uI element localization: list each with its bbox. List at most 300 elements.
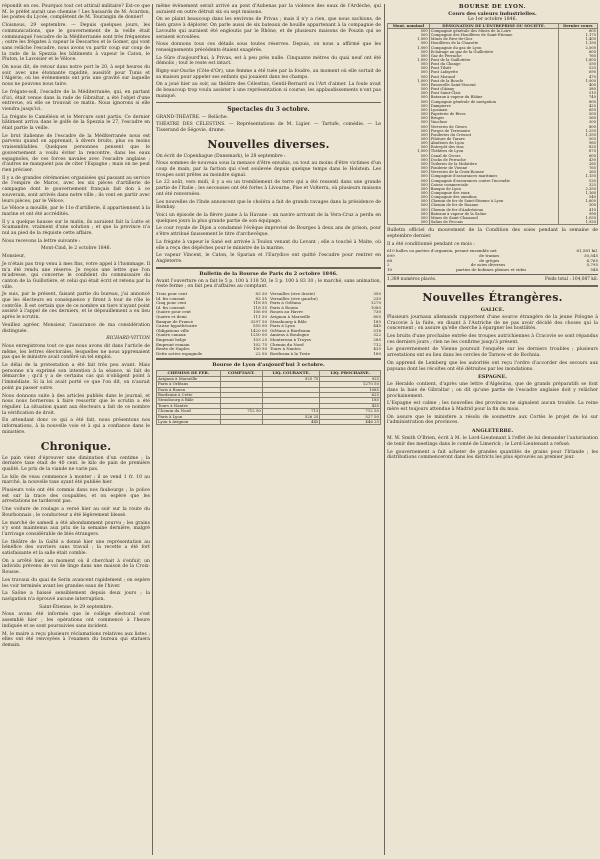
table-cell: 605 [558, 28, 597, 33]
table-cell: 445 [262, 419, 320, 424]
column-header: Mont. nominal [388, 23, 430, 28]
table-cell: 300 [558, 120, 597, 124]
quote-name: Cinq pour cent [156, 301, 187, 306]
table-cell: Caisse commerciale [429, 183, 558, 187]
table-cell: 500 [388, 28, 430, 33]
paragraph: Le kilo de veau commence à monter : il se vend 1 fr. 10 au marché, la nouvelle taxe ayant été publiée hier. [2, 474, 150, 486]
stats-count: 699 [387, 253, 395, 258]
table-cell: Fonderies du Creusot [429, 133, 558, 137]
table-cell: 500 [388, 145, 430, 149]
quote-name: Emprunt belge [156, 337, 187, 342]
total-value: Poids total : 104,087 kil. [544, 277, 598, 283]
quote-name: Trois pour cent [156, 292, 188, 297]
table-cell: 500 [388, 154, 430, 158]
table-cell: Filature de Tarare [429, 137, 558, 141]
stats-kind: de grèges [479, 257, 500, 263]
paragraph: L'Espagne est calme ; les nouvelles des provinces ne signalent aucun trouble. La reine mère est toujours attendue à Madrid pour la fin du mois. [387, 401, 598, 413]
table-cell: 1,000 [388, 46, 430, 50]
quote-name: Amiens à Boulogne [270, 333, 309, 338]
table-cell: 500 [388, 170, 430, 174]
table-cell: Abattoirs de Lyon [429, 141, 558, 145]
table-cell: 1,000 [388, 79, 430, 83]
paragraph: M. W. Smith O'Brien, écrit à M. le Lord-Lieutenant à l'effet de lui demander l'autorisation de tenir des meetings dans le comté de Limerick ; le Lord-Lieutenant a refusé. [387, 436, 598, 447]
quote-value: 555 00 [253, 323, 267, 329]
paragraph: Nous sommes de nouveau sous la menace d'être envahis, ou tout au moins d'être victimes d'un coup de main, par la faction qui s'est soulevée depuis quelque temps dans le Holstein. Les troupes sont prêtes au moindre signal. [156, 161, 381, 178]
table-cell: Mines de Saint-Chamond [429, 216, 558, 220]
table-cell: 712 50 [320, 409, 381, 414]
table-cell: Verreries de Givors [429, 125, 558, 129]
paragraph: Le Heraldo contient, d'après une lettre d'Algésiras, que de grands préparatifs se font dans la baie de Gibraltar ; on dit qu'une partie de l'escadre anglaise doit y relâcher prochainement. [387, 382, 598, 399]
table-cell: Avignon à Marseille [157, 376, 221, 381]
table-cell: Mines de Rive-de-Gier [429, 37, 558, 41]
table-cell: 740 [558, 95, 597, 99]
section-title-nouvelles-diverses: Nouvelles diverses. [207, 137, 330, 151]
paragraph: On écrit de Copenhague (Danemark), le 28 septembre : [156, 153, 286, 159]
table-cell: Tours à Nantes [157, 403, 221, 408]
stats-kind: 61,581 kil. [576, 248, 598, 254]
paragraph: Le frégate-soll, l'escadre de la Méditerranée, qui, en partant d'ici, était venue dans la rade de Gibraltar, a été l'objet d'une entrevue, où elle se trouvait ce matin. Nous ignorons si elle viendra jusqu'ici. [2, 89, 150, 112]
table-cell: 525 [558, 66, 597, 70]
table-cell: Pont Tilsitt [429, 66, 558, 70]
table-cell: Docks de Perrache [429, 158, 558, 162]
paragraph: La Sûre d'aujourd'hui, à Privas, est à peu près nulle. Cinquante mètres du quai neuf ont été démolis ; tout le reste est intact. [156, 55, 381, 67]
table-cell: 925 [320, 376, 381, 381]
column-header: LIQ. COURANTE. [262, 371, 320, 376]
table-cell: Pont d'Ainay [429, 87, 558, 91]
paragraph: Les bruits d'une prochaine entrée des troupes autrichiennes à Cracovie se sont répandus ces derniers jours ; rien ne les confirme jusqu'à présent. [387, 334, 598, 345]
quote-value: 106 00 [253, 309, 267, 315]
table-cell: 500 [388, 208, 430, 212]
table-cell: 500 [388, 108, 430, 112]
bulletin-intro: Avant l'ouverture on a fait le 5 p. 100 à 118 50, le 3 p. 100 à 83 30 ; le marché, sans animation, reste ferme ; on fait peu d'affaires au comptant. [156, 278, 381, 290]
table-cell: 1,800 [558, 58, 597, 62]
table-cell: 500 [388, 75, 430, 79]
quote-name: Montereau à Troyes [270, 337, 311, 342]
letter-intro: Nous recevons la lettre suivante : [2, 238, 81, 244]
quote-value: 805 [373, 313, 381, 319]
paragraph: Le délai de la protestation a été fait très peu avant. Mais personne n'a exprimé son intention à la séance, ni fait de démarche ; qu'il y a de certains cas qui n'obligent point à l'immédiate. Si la loi avait porté ce que l'on dit, on n'aurait point pu passer outre. [2, 363, 150, 391]
section-title-bourse-paris: Bulletin de la Bourse de Paris du 2 octobre 1846. [199, 270, 338, 277]
paragraph: On nous dit, de retour dans notre port le 20, à sept heures du soir, avec une étonnante rapidité, aussitôt pour Tunis et l'Algérie, où les évènements ont pris une gravité sur laquelle nous ne pouvons nous taire. [2, 65, 150, 88]
table-cell: 430 [558, 158, 597, 162]
paragraph: En attendant donc ce qui a été fait, nous présentons nos informations, à la nouvelle voie et à qui a confiance dans le ministère. [2, 418, 150, 435]
table-cell: 500 [388, 220, 430, 225]
quote-value: 322 [373, 332, 381, 338]
table-cell: 505 [558, 137, 597, 141]
table-cell: 765 [558, 166, 597, 170]
table-cell: 526 25 [262, 414, 320, 419]
table-cell: 500 [388, 66, 430, 70]
top-articles [2, 4, 150, 237]
section-title-nouvelles-etrangeres: Nouvelles Étrangères. [422, 290, 563, 304]
table-cell: Chemin de fer de Roanne [429, 203, 558, 207]
paragraph: On apprend de Lemberg que les autorités ont reçu l'ordre d'accorder des secours aux paysans dont les récoltes ont été détruites par les inondations. [387, 360, 598, 372]
column-header: LIQ. PROCHAINE. [320, 371, 381, 376]
quote-name: Paris à Orléans [270, 301, 301, 306]
quote-value: 100 50 [253, 346, 267, 352]
bourse-subtitle: Cours des valeurs industrielles. [448, 10, 537, 17]
paragraph: Le cour royale de Dijon a condamné l'évêque improvisé de Bourges à deux ans de prison, pour s'être attribué faussement le titre d'archevêque. [156, 226, 381, 238]
table-cell: Houillères de la Chazotte [429, 41, 558, 45]
table-cell: 500 [388, 133, 430, 137]
table-cell: Strasbourg à Bâle [157, 398, 221, 403]
table-cell: Éclairage au gaz de la Guillotière [429, 50, 558, 54]
table-cell: Pont Saint-Clair [429, 91, 558, 95]
paragraph: répondit en ces. Pourquoi tout cet attirail militaire? Est-ce que M. le préfet aurait une chemise ! Les hussards de M. Acardon, les postes du Lycée, complètent de M. Tourangin de donner! [2, 4, 150, 21]
table-cell: 1,920 [558, 220, 597, 225]
quote-value: 3297 50 [250, 318, 267, 324]
table-cell: 500 [388, 116, 430, 120]
paragraph: M. le maire a reçu plusieurs réclamations relatives aux listes ; elles ont été renvoyées à l'examen du bureau qui statuera demain. [2, 631, 150, 648]
quote-value: 1250 00 [250, 332, 267, 338]
table-cell: Pont Morand [429, 75, 558, 79]
table-cell: 820 [558, 145, 597, 149]
table-cell: 380 [558, 87, 597, 91]
spectacle-line: GRAND-THÉATRE. — Relâche. [156, 114, 229, 120]
quote-name: Quatre canaux [156, 333, 186, 338]
table-cell: Fonderie de Vienne [429, 166, 558, 170]
stats-total [387, 277, 598, 283]
column-header: COMPTANT. [220, 371, 262, 376]
quote-name: Tours à Nantes [270, 347, 301, 352]
table-cell: Compagnie du gaz de Lyon [429, 46, 558, 50]
table-cell: 425 [558, 104, 597, 108]
quote-value: 445 [373, 323, 381, 329]
quote-name: Banque de France [156, 319, 194, 324]
table-cell: 527 50 [320, 414, 381, 419]
paragraph: Le 22 août, vers midi, il y a eu un tremblement de terre qui a été ressenti dans une grande partie de l'Italie ; les secousses ont été fortes à Livourne, Pise et Volterra, où plusieurs maisons ont été renversées. [156, 180, 381, 197]
table-cell: Canal de Givors [429, 154, 558, 158]
table-cell: Paris à Lyon [157, 414, 221, 419]
table-cell: 1,350 [558, 133, 597, 137]
table-cell: 1,000 [388, 37, 430, 41]
table-cell: 500 [388, 70, 430, 74]
table-cell: 500 [388, 104, 430, 108]
table-cell: Compagnie générale de navigation [429, 100, 558, 104]
table-cell: 760 [558, 54, 597, 58]
paragraph: Il y a de grandes cérémonies organisées qui passant au service de l'empire de Maroc, avec les six pièces d'artillerie de campagne dont le gouvernement français fait don à ce souverain, sont arrivés dans notre ville ; ils vont en partir avec leurs pièces, par le Véloce. [2, 175, 150, 204]
paragraph: Plusieurs journaux allemands rapportent d'une source étrangère de la jeune Pologne à Cracovie à la fuite, en disant à l'Autriche de ne pas avoir décidé des choses qui la concernent ; on assure qu'elle cherche à épargner les hostilités. [387, 314, 598, 332]
table-cell: 500 [388, 183, 430, 187]
paragraph: Le marché de samedi a été abondamment pourvu ; les grains s'y sont maintenus aux prix de la semaine dernière, malgré l'arrivage considérable de blés étrangers. [2, 520, 150, 537]
table-cell: 500 [388, 120, 430, 124]
stats-weight: 4,765 [586, 257, 598, 263]
stats-list [387, 249, 598, 272]
paragraph: Le pain vient d'éprouver une diminution d'un centime ; la dernière taxe était de 40 cent. le kilo de pain de première qualité. Le prix de la viande ne varie pas. [2, 455, 150, 472]
table-cell: 1,400 [558, 37, 597, 41]
paragraph: Les travaux du quai de Serin avancent rapidement ; on espère les voir terminés avant les grandes eaux de l'hiver. [2, 577, 150, 589]
table-cell: 1085 [320, 387, 381, 392]
paragraph: Cloisnous, 29 septembre. — Depuis quelques jours, les communications, que le gouvernement de la veille était communiqué l'escadre de la Méditerranée sont très fréquentes ; outre les frégates à vapeur le Descartes et le Gomer, qui vont sans relâche l'escadre, nous avons vu partir coup sur coup de la rade de la Spezzia les bâtiments à vapeur le Caton, le Pluton, le Lavoisier et le Véloce. [2, 23, 150, 63]
paragraph: Le gouvernement de Vienne poursuit l'enquête sur les derniers troubles ; plusieurs arrestations ont eu lieu dans les cercles de Tarnow et de Bochnia. [387, 347, 598, 359]
quote-value: 118 50 [253, 300, 267, 306]
table-cell: Gaz de Perrache [429, 54, 558, 58]
table-cell: 500 [388, 129, 430, 133]
paragraph: même évènement serait arrivé au pont d'Aubenas par la violence des eaux de l'Ardèche, qui auraient en outre détruit six ou sept maisons. [156, 4, 381, 15]
table-row [157, 419, 381, 424]
quote-name: Rente de Naples [156, 347, 190, 352]
quote-value: 22 50 [255, 350, 267, 356]
column-middle [156, 4, 381, 425]
quote-name: Avignon à Marseille [270, 314, 311, 319]
paragraph: On a arrêté hier, au moment où il cherchait à s'enfuir, un individu prévenu de vol de linge dans une maison de la Croix-Rousse. [2, 558, 150, 576]
stats-count: 610 balles ou parties d'organsin, pesant ensemble net [387, 249, 497, 254]
table-cell: 500 [388, 195, 430, 199]
column-header: Dernier cours [558, 23, 597, 28]
table-cell: Lyonnais [429, 108, 558, 112]
quote-name: Caisse hypothécaire [156, 324, 198, 329]
quote-name: Quatre et demi [156, 314, 187, 319]
quote-value: 102 75 [253, 341, 267, 347]
paragraph: On se plaint beaucoup dans les environs de Privas ; mais il n'y a rien, que nous sachions, de bien grave à déplorer. On parle aussi de six bateaux de houille appartenant à la compagnie de Lavoulte qui auraient été engloutis par le Rhône, et de plusieurs maisons de Pouzin qui se seraient écroulées. [156, 17, 381, 40]
table-cell: 500 [388, 203, 430, 207]
paragraph: Le Véloce a mouillé, par le 11e d'artillerie, il appartiennent à la marine et ont été accrédités. [2, 206, 150, 217]
table-cell: 500 [388, 91, 430, 95]
table-cell: Théâtres de Lyon [429, 149, 558, 153]
column-header: CHEMINS DE FER. [157, 371, 221, 376]
letter-paragraph: Veuillez agréer, Monsieur, l'assurance de ma considération distinguée. [2, 322, 150, 334]
divider [156, 358, 381, 360]
table-cell: Bordeaux à Cette [157, 392, 221, 397]
quote-name: Quatre pour cent [156, 310, 191, 315]
table-cell: 510 [558, 91, 597, 95]
table-cell: 300 [558, 203, 597, 207]
table-cell: 925 75 [262, 376, 320, 381]
table-row [388, 220, 598, 225]
quote-name: Orléans à Bordeaux [270, 328, 311, 333]
table-cell: 500 [388, 141, 430, 145]
stats-kind: de trames [479, 252, 500, 258]
divider [156, 102, 381, 103]
table-cell: 1270 50 [320, 382, 381, 387]
letter-paragraph: Je suis, par le présent, faisant partie du bureau, j'ai annoncé que les électeurs en conséquence y firent à tour de rôle le contrôle. Il est certain que de ce nombre un tiers n'ayant point assisté à l'appel de ces derniers, et le dépouillement a eu lieu après le scrutin. [2, 292, 150, 321]
quote-name: Paris à Rouen [270, 305, 299, 310]
table-cell: 600 [558, 154, 597, 158]
table-cell: 985 [558, 141, 597, 145]
quote-name: Id. fin courant [156, 296, 185, 301]
stats-weight: 30,545 [584, 252, 598, 258]
table-cell: Compagnie générale des Mines de la Loire [429, 28, 558, 33]
table-header-row [388, 23, 598, 28]
table-cell: Compagnie d'assurances contre l'incendie [429, 179, 558, 183]
industrial-values-table [387, 23, 598, 226]
table-cell: Chemin du Nord [157, 409, 221, 414]
paragraph: Le théâtre de la Gaîté a donné hier une représentation au bénéfice des ouvriers sans travail ; la recette a été fort satisfaisante et la salle était comble. [2, 539, 150, 557]
paragraph: Nous avons été informés que le collège électoral s'est assemblé hier ; les opérations ont commencé à l'heure indiquée et se sont poursuivies sans incident. [2, 612, 150, 629]
quote-value: 730 [373, 309, 381, 315]
quote-name: Emprunt romain [156, 342, 190, 347]
table-cell: 650 [558, 108, 597, 112]
table-cell: 550 [558, 62, 597, 66]
quote-value: 111 50 [253, 313, 267, 319]
table-cell: 1,150 [558, 174, 597, 178]
column-divider-1 [152, 4, 153, 855]
table-cell: Compagnie des eaux [429, 191, 558, 195]
table-cell: 446 25 [320, 419, 381, 424]
table-cell: Paris à Rouen [157, 387, 221, 392]
table-cell: 265 [558, 170, 597, 174]
paragraph: La Saône a baissé sensiblement depuis deux jours ; la navigation n'a éprouvé aucune interruption. [2, 591, 150, 602]
paragraph: Nous enregistrons tout ce que nous avons dit dans l'article de même, les lettres électorales, lesquelles ne nous apprenaient pas que le ministre avait conféré un tel emploi. [2, 343, 150, 361]
quote-value: 435 [373, 346, 381, 352]
paris-quotes [156, 292, 381, 356]
quote-value: 180 [373, 350, 381, 356]
table-cell: Pont du Change [429, 62, 558, 66]
table-cell: 990 [558, 212, 597, 216]
paragraph: La frégate le Caméléon et le Mercure sont partis. Ce dernier bâtiment arriva dans le golfe de la Spezzia le 27, l'escadre en était partie la veille. [2, 114, 150, 132]
dateline: Saint-Étienne, le 29 septembre. [39, 604, 113, 610]
table-cell: Passerelle Saint-Vincent [429, 83, 558, 87]
table-cell: Bateaux à vapeur du Rhône [429, 95, 558, 99]
table-cell: 185 [320, 398, 381, 403]
table-cell: 470 [558, 75, 597, 79]
column-header: DÉSIGNATION DE L'ENTREPRISE OU SOCIÉTÉ. [429, 23, 558, 28]
paragraph: Les nouvelles de l'Inde annoncent que le choléra a fait de grands ravages dans la présidence de Bombay. [156, 199, 381, 211]
table-cell: 870 [558, 149, 597, 153]
table-cell: 500 [388, 179, 430, 183]
table-cell: 500 [388, 158, 430, 162]
table-cell: 500 [388, 50, 430, 54]
stats-weight: 548 [590, 266, 598, 272]
condition-note: Bulletin officiel du mouvement de la Condition des soies pendant la semaine de septembre dernier. [387, 228, 598, 239]
paragraph: Nous donnons suite à des articles publiés dans le journal, et nous nous bornerons à faire ressortir que le scrutin a été régulier. La situation quant aux électeurs a fait de ce nombre la vérification de droit. [2, 393, 150, 416]
table-cell: 500 [388, 191, 430, 195]
table-cell: 325 [558, 183, 597, 187]
table-cell: 500 [388, 212, 430, 216]
quote-value: 518 [373, 327, 381, 333]
table-cell: 500 [558, 112, 597, 116]
table-cell: 712 50 [220, 409, 262, 414]
table-cell: 2,500 [558, 46, 597, 50]
table-cell: 713 [262, 409, 320, 414]
quote-value: 350 [373, 291, 381, 297]
table-cell: 500 [388, 162, 430, 166]
quote-value: 103 25 [253, 336, 267, 342]
table-cell: 500 [388, 87, 430, 91]
table-cell: 360 [558, 116, 597, 120]
table-cell: 1,000 [388, 149, 430, 153]
table-cell: Paris à Orléans [157, 382, 221, 387]
quote-name: Chemin du Nord [270, 342, 304, 347]
table-cell: Compagnie d'assurances maritimes [429, 174, 558, 178]
quote-name: Versailles (rive gauche) [270, 296, 318, 301]
column-left [2, 4, 150, 651]
paragraph: Bigny-sur-Ouche (Côte-d'Or), une femme a été tuée par la foudre, au moment où elle sortait de sa maison pour appeler ses enfants qui jouaient dans les champs. [156, 69, 381, 80]
letter-dateline: Mont-Cind, le 2 octobre 1846. [40, 246, 112, 252]
table-cell: 625 [320, 392, 381, 397]
table-cell: 1,250 [558, 129, 597, 133]
stats-row [387, 268, 598, 273]
section-title-chronique: Chronique. [40, 439, 112, 453]
divider [387, 274, 598, 275]
quote-name: Bordeaux à la Teste [270, 351, 311, 356]
column-divider-2 [384, 4, 385, 855]
table-cell: Vaucluse [429, 120, 558, 124]
table-cell: 1,150 [558, 41, 597, 45]
table-cell: 500 [388, 166, 430, 170]
quote-value: 712 [373, 341, 381, 347]
paragraph: On assure que le ministère a résolu de soumettre aux Cortès le projet de loi sur l'administration des provinces. [387, 414, 598, 426]
paragraph: Nous donnons tous ces détails sous toutes réserves. Depuis, on nous a affirmé que les renseignements précédents étaient exagérés. [156, 42, 381, 53]
table-cell: 500 [388, 33, 430, 37]
quote-value: 230 [373, 295, 381, 301]
paragraph: Le gouvernement a fait acheter de grandes quantités de grains pour l'Irlande ; les distributions commenceront dans les districts les plus éprouvés au premier jour. [387, 449, 598, 461]
table-cell: Salins de Peccais [429, 220, 558, 225]
paragraph: Il y a quelque hausse sur le matin, ils auraient fait la Lutte et Scamandre, vraiment d'une solution ; et que la province n'a nul au pied de la réquiste cette affaire. [2, 219, 150, 237]
table-cell: Lyon à Avignon [157, 419, 221, 424]
section-title-bourse-lyon: Bourse de Lyon d'aujourd'hui 3 octobre. [212, 362, 325, 369]
table-cell: 500 [388, 125, 430, 129]
table-cell: 435 [320, 403, 381, 408]
quote-value: 83 30 [255, 291, 267, 297]
table-cell: Compagnie des omnibus [429, 195, 558, 199]
bourse-title: BOURSE DE LYON. [458, 4, 527, 10]
table-cell: 500 [388, 174, 430, 178]
table-cell: 500 [388, 137, 430, 141]
quote-name: Dette active espagnole [156, 351, 203, 356]
paragraph: On a joué hier au soir, au théâtre des Célestins, Gentil-Bernard ou l'Art d'aimer. La foule avait de beaucoup trop voulu assister à une représentation si courue, les applaudissements n'ont pas manqué. [156, 82, 381, 99]
table-cell: 400 [558, 83, 597, 87]
paragraph: Le vapeur Vincent, le Caton, le Sparian et l'Eurydice ont quitté l'escadre pour rentrer en Angleterre. [156, 253, 381, 264]
table-cell: 500 [388, 216, 430, 220]
table-cell: Banque de Lyon [429, 187, 558, 191]
table-cell: 1,000 [388, 58, 430, 62]
stats-count: 68 [387, 258, 393, 263]
table-cell: Verreries de la Croix-Rousse [429, 170, 558, 174]
table-cell: Compagnie des Houillères de Saint-Étienne [429, 33, 558, 37]
table-cell: Pont de la Boucle [429, 79, 558, 83]
letter-salutation: Monsieur, [2, 254, 26, 260]
country-heading-angleterre: ANGLETERRE. [471, 428, 514, 435]
table-cell: 800 [558, 100, 597, 104]
table-cell: 2,350 [558, 187, 597, 191]
quote-name: Strasbourg à Bâle [270, 319, 307, 324]
letter-signature: RICHARD-VITTON [106, 336, 150, 342]
table-cell: Chemin de fer d'Andrézieux [429, 208, 558, 212]
table-cell: 500 [388, 187, 430, 191]
table-cell: 1,175 [558, 33, 597, 37]
quote-name: Id. fin courant [156, 305, 185, 310]
column-right [387, 4, 598, 463]
table-cell: 500 [388, 199, 430, 203]
table-cell: 690 [558, 70, 597, 74]
quote-name: Versailles (rive droite) [270, 292, 316, 297]
paragraph: Le brut italienne de l'escadre de la Méditerranée nous est parvenu quand on apprenait, à divers bruits, plus ou moins vraisemblables. Quelques personnes pensent que le gouvernement a voulu éviter la rencontre, dans les eaux espagnoles, de ces forces navales avec l'escadre anglaise ; d'autres ne manquent pas de citer l'Espagne ; mais on ne peut rien préciser. [2, 133, 150, 173]
table-cell: Bateaux à vapeur de la Saône [429, 212, 558, 216]
country-heading-espagne: ESPAGNE. [477, 374, 508, 381]
table-cell: Tuileries de la Mulatière [429, 162, 558, 166]
table-cell: 600 [558, 50, 597, 54]
divider [387, 285, 598, 287]
table-cell: Entrepôt des vins [429, 145, 558, 149]
stats-kind: de soies diverses [470, 262, 506, 268]
quote-row [270, 352, 381, 357]
total-label: 1,389 numéros placés. [387, 277, 437, 283]
table-cell: 1,600 [558, 199, 597, 203]
quote-name: Rouen au Havre [270, 310, 303, 315]
table-cell: 500 [388, 83, 430, 87]
quote-value: 118 55 [253, 304, 267, 310]
table-cell [220, 419, 262, 424]
paragraph: La frégate à vapeur le Sané est arrivée à Toulon venant du Levant ; elle a touché à Malte, où elle a reçu des dépêches pour le ministre de la marine. [156, 239, 381, 251]
table-cell: 500 [388, 54, 430, 58]
table-cell: 500 [388, 112, 430, 116]
paragraph: Plusieurs vols ont été commis dans nos faubourgs ; la police est sur la trace des coupables, et on espère que les arrestations ne tarderont pas. [2, 488, 150, 505]
divider [156, 267, 381, 269]
paragraph: Une voiture de roulage a versé hier au soir sur la route du Bourbonnais ; le conducteur a été légèrement blessé. [2, 507, 150, 518]
quote-value: 83 35 [255, 295, 267, 301]
stats-weight: 5,795 [586, 262, 598, 268]
